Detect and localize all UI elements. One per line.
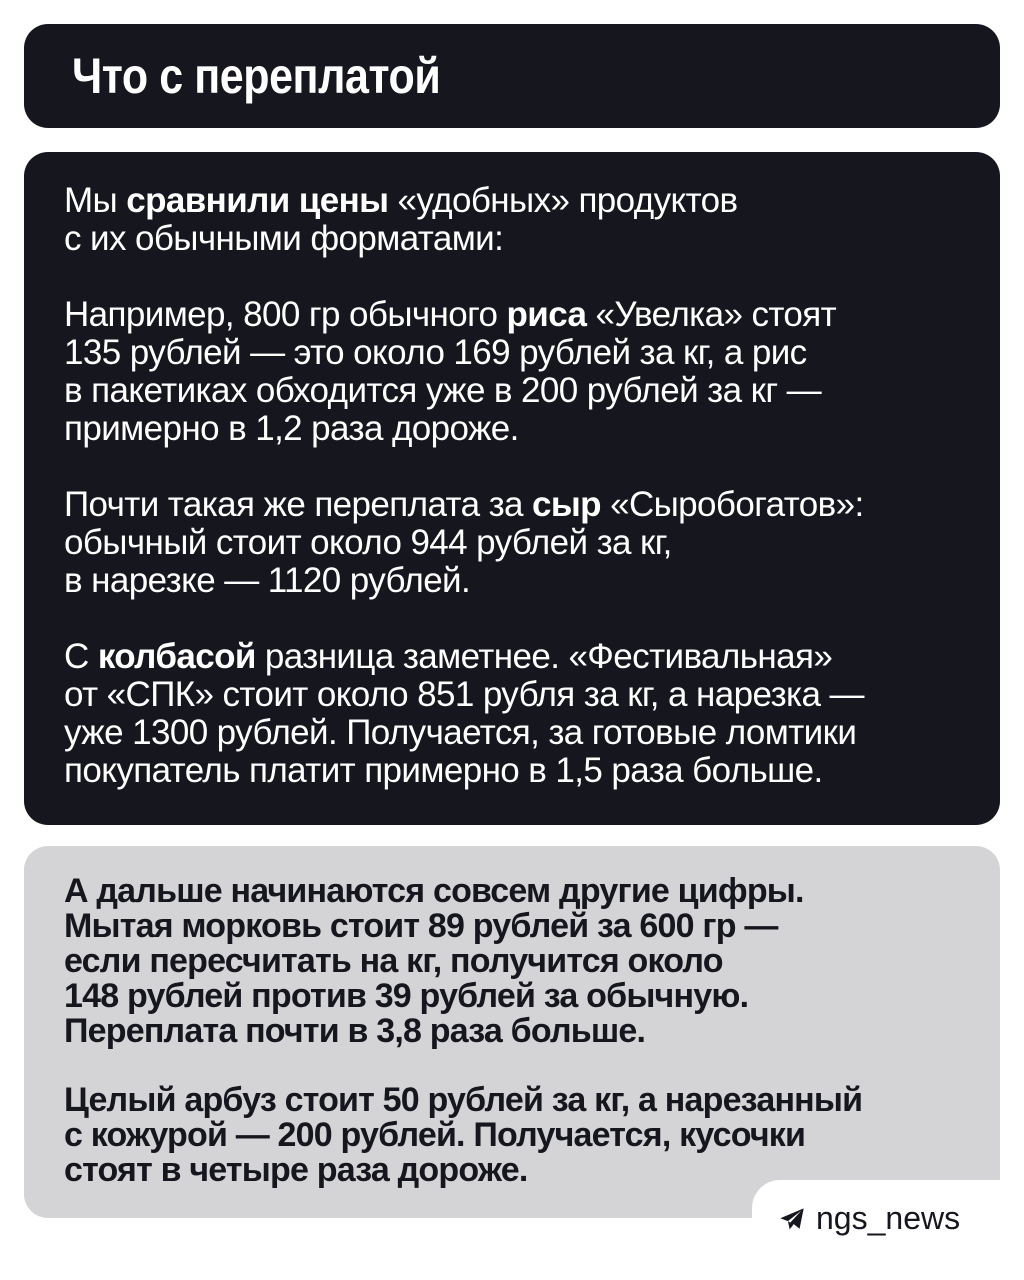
text-line: в нарезке — 1120 рублей. — [64, 561, 471, 600]
text-line: А дальше начинаются совсем другие цифры. — [64, 872, 804, 910]
paragraph-rice — [64, 296, 960, 448]
text-line: с их обычными форматами: — [64, 219, 504, 258]
text-line: обычный стоит около 944 рублей за кг, — [64, 523, 672, 562]
text-line: 148 рублей против 39 рублей за обычную. — [64, 977, 749, 1015]
paragraph-sausage — [64, 638, 960, 790]
text-line: с кожурой — 200 рублей. Получается, кусочки — [64, 1116, 806, 1154]
text-line: Почти такая же переплата за сыр «Сыробогатов»: — [64, 485, 864, 524]
header-card — [24, 24, 1000, 128]
text-line: Мы сравнили цены «удобных» продуктов — [64, 181, 738, 220]
paragraph-cheese — [64, 486, 960, 600]
comparison-text-card — [24, 152, 1000, 825]
highlight-rice: риса — [506, 295, 587, 334]
text-line: в пакетиках обходится уже в 200 рублей за кг — — [64, 371, 822, 410]
text-line: Например, 800 гр обычного риса «Увелка» стоят — [64, 295, 837, 334]
highlight-text-card — [24, 846, 1000, 1218]
paragraph-carrot — [64, 874, 960, 1049]
text-line: Целый арбуз стоит 50 рублей за кг, а нарезанный — [64, 1081, 863, 1119]
telegram-plane-icon — [778, 1206, 806, 1234]
text-line: Мытая морковь стоит 89 рублей за 600 гр — — [64, 907, 778, 945]
text-line: Переплата почти в 3,8 раза больше. — [64, 1012, 646, 1050]
highlight-compare-prices: сравнили цены — [126, 181, 389, 220]
text-line: от «СПК» стоит около 851 рубля за кг, а нарезка — — [64, 675, 864, 714]
text-line: 135 рублей — это около 169 рублей за кг, а рис — [64, 333, 807, 372]
text-line: примерно в 1,2 раза дороже. — [64, 409, 519, 448]
page-title: Что с переплатой — [72, 48, 441, 104]
channel-tag[interactable] — [752, 1180, 1024, 1280]
channel-name: ngs_news — [816, 1200, 961, 1236]
text-line: С колбасой разница заметнее. «Фестивальная» — [64, 637, 833, 676]
text-line: если пересчитать на кг, получится около — [64, 942, 723, 980]
text-line: уже 1300 рублей. Получается, за готовые ломтики — [64, 713, 857, 752]
text-line: стоят в четыре раза дороже. — [64, 1151, 528, 1189]
highlight-sausage: колбасой — [97, 637, 256, 676]
highlight-cheese: сыр — [532, 485, 601, 524]
text-line: покупатель платит примерно в 1,5 раза больше. — [64, 751, 823, 790]
paragraph-intro — [64, 182, 960, 258]
paragraph-watermelon — [64, 1083, 960, 1188]
